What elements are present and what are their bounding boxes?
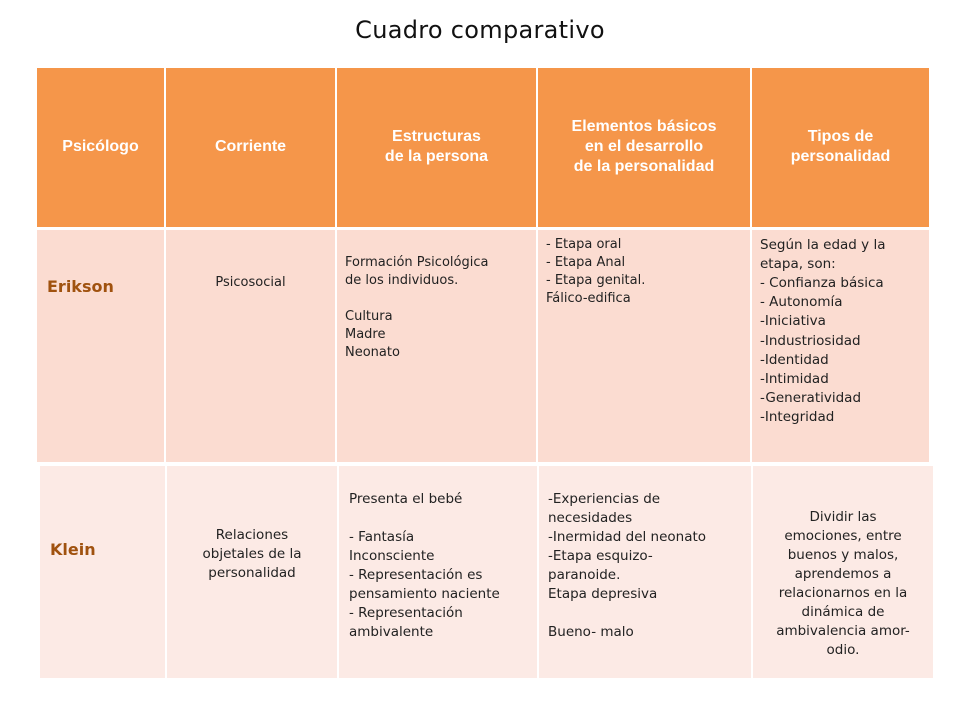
cell-klein-elementos xyxy=(538,466,752,678)
tipos-klein: Dividir las emociones, entre buenos y malos, aprendemos a relacionarnos en la dinámica de ambivalencia amor- odio. xyxy=(776,509,910,658)
psychologist-name-klein: Klein xyxy=(50,540,96,559)
estructuras-klein: Presenta el bebé - Fantasía Inconsciente - Representación es pensamiento naciente - Representación ambivalente xyxy=(349,491,500,640)
comparison-table-klein xyxy=(40,466,933,678)
cell-erikson-corriente xyxy=(165,228,336,462)
header-estructuras: Estructuras de la persona xyxy=(336,68,537,228)
header-corriente: Corriente xyxy=(165,68,336,228)
estructuras-erikson: Formación Psicológica de los individuos. Cultura Madre Neonato xyxy=(345,254,489,360)
table-row-klein xyxy=(40,466,933,678)
cell-klein-tipos xyxy=(752,466,933,678)
cell-erikson-tipos xyxy=(751,228,929,462)
header-psicologo: Psicólogo xyxy=(37,68,165,228)
cell-klein-psicologo xyxy=(40,466,166,678)
cell-erikson-elementos xyxy=(537,228,751,462)
cell-erikson-estructuras xyxy=(336,228,537,462)
header-tipos: Tipos de personalidad xyxy=(751,68,929,228)
header-row xyxy=(37,68,929,228)
corriente-klein: Relaciones objetales de la personalidad xyxy=(202,527,302,581)
table-row-erikson xyxy=(37,228,929,462)
page-title: Cuadro comparativo xyxy=(355,16,605,44)
comparison-table-header-erikson xyxy=(37,68,929,462)
cell-erikson-psicologo xyxy=(37,228,165,462)
elementos-klein: -Experiencias de necesidades -Inermidad del neonato -Etapa esquizo- paranoide. Etapa depresiva Bueno- malo xyxy=(548,491,707,640)
header-elementos: Elementos básicos en el desarrollo de la personalidad xyxy=(537,68,751,228)
cell-klein-corriente xyxy=(166,466,338,678)
elementos-erikson: - Etapa oral - Etapa Anal - Etapa genital. Fálico-edifica xyxy=(546,236,646,306)
tipos-erikson: Según la edad y la etapa, son: - Confianza básica - Autonomía -Iniciativa -Industriosidad -Identidad -Intimidad -Generatividad -Integridad xyxy=(760,236,886,426)
corriente-erikson: Psicosocial xyxy=(215,274,286,290)
cell-klein-estructuras xyxy=(338,466,538,678)
psychologist-name-erikson: Erikson xyxy=(47,276,114,296)
